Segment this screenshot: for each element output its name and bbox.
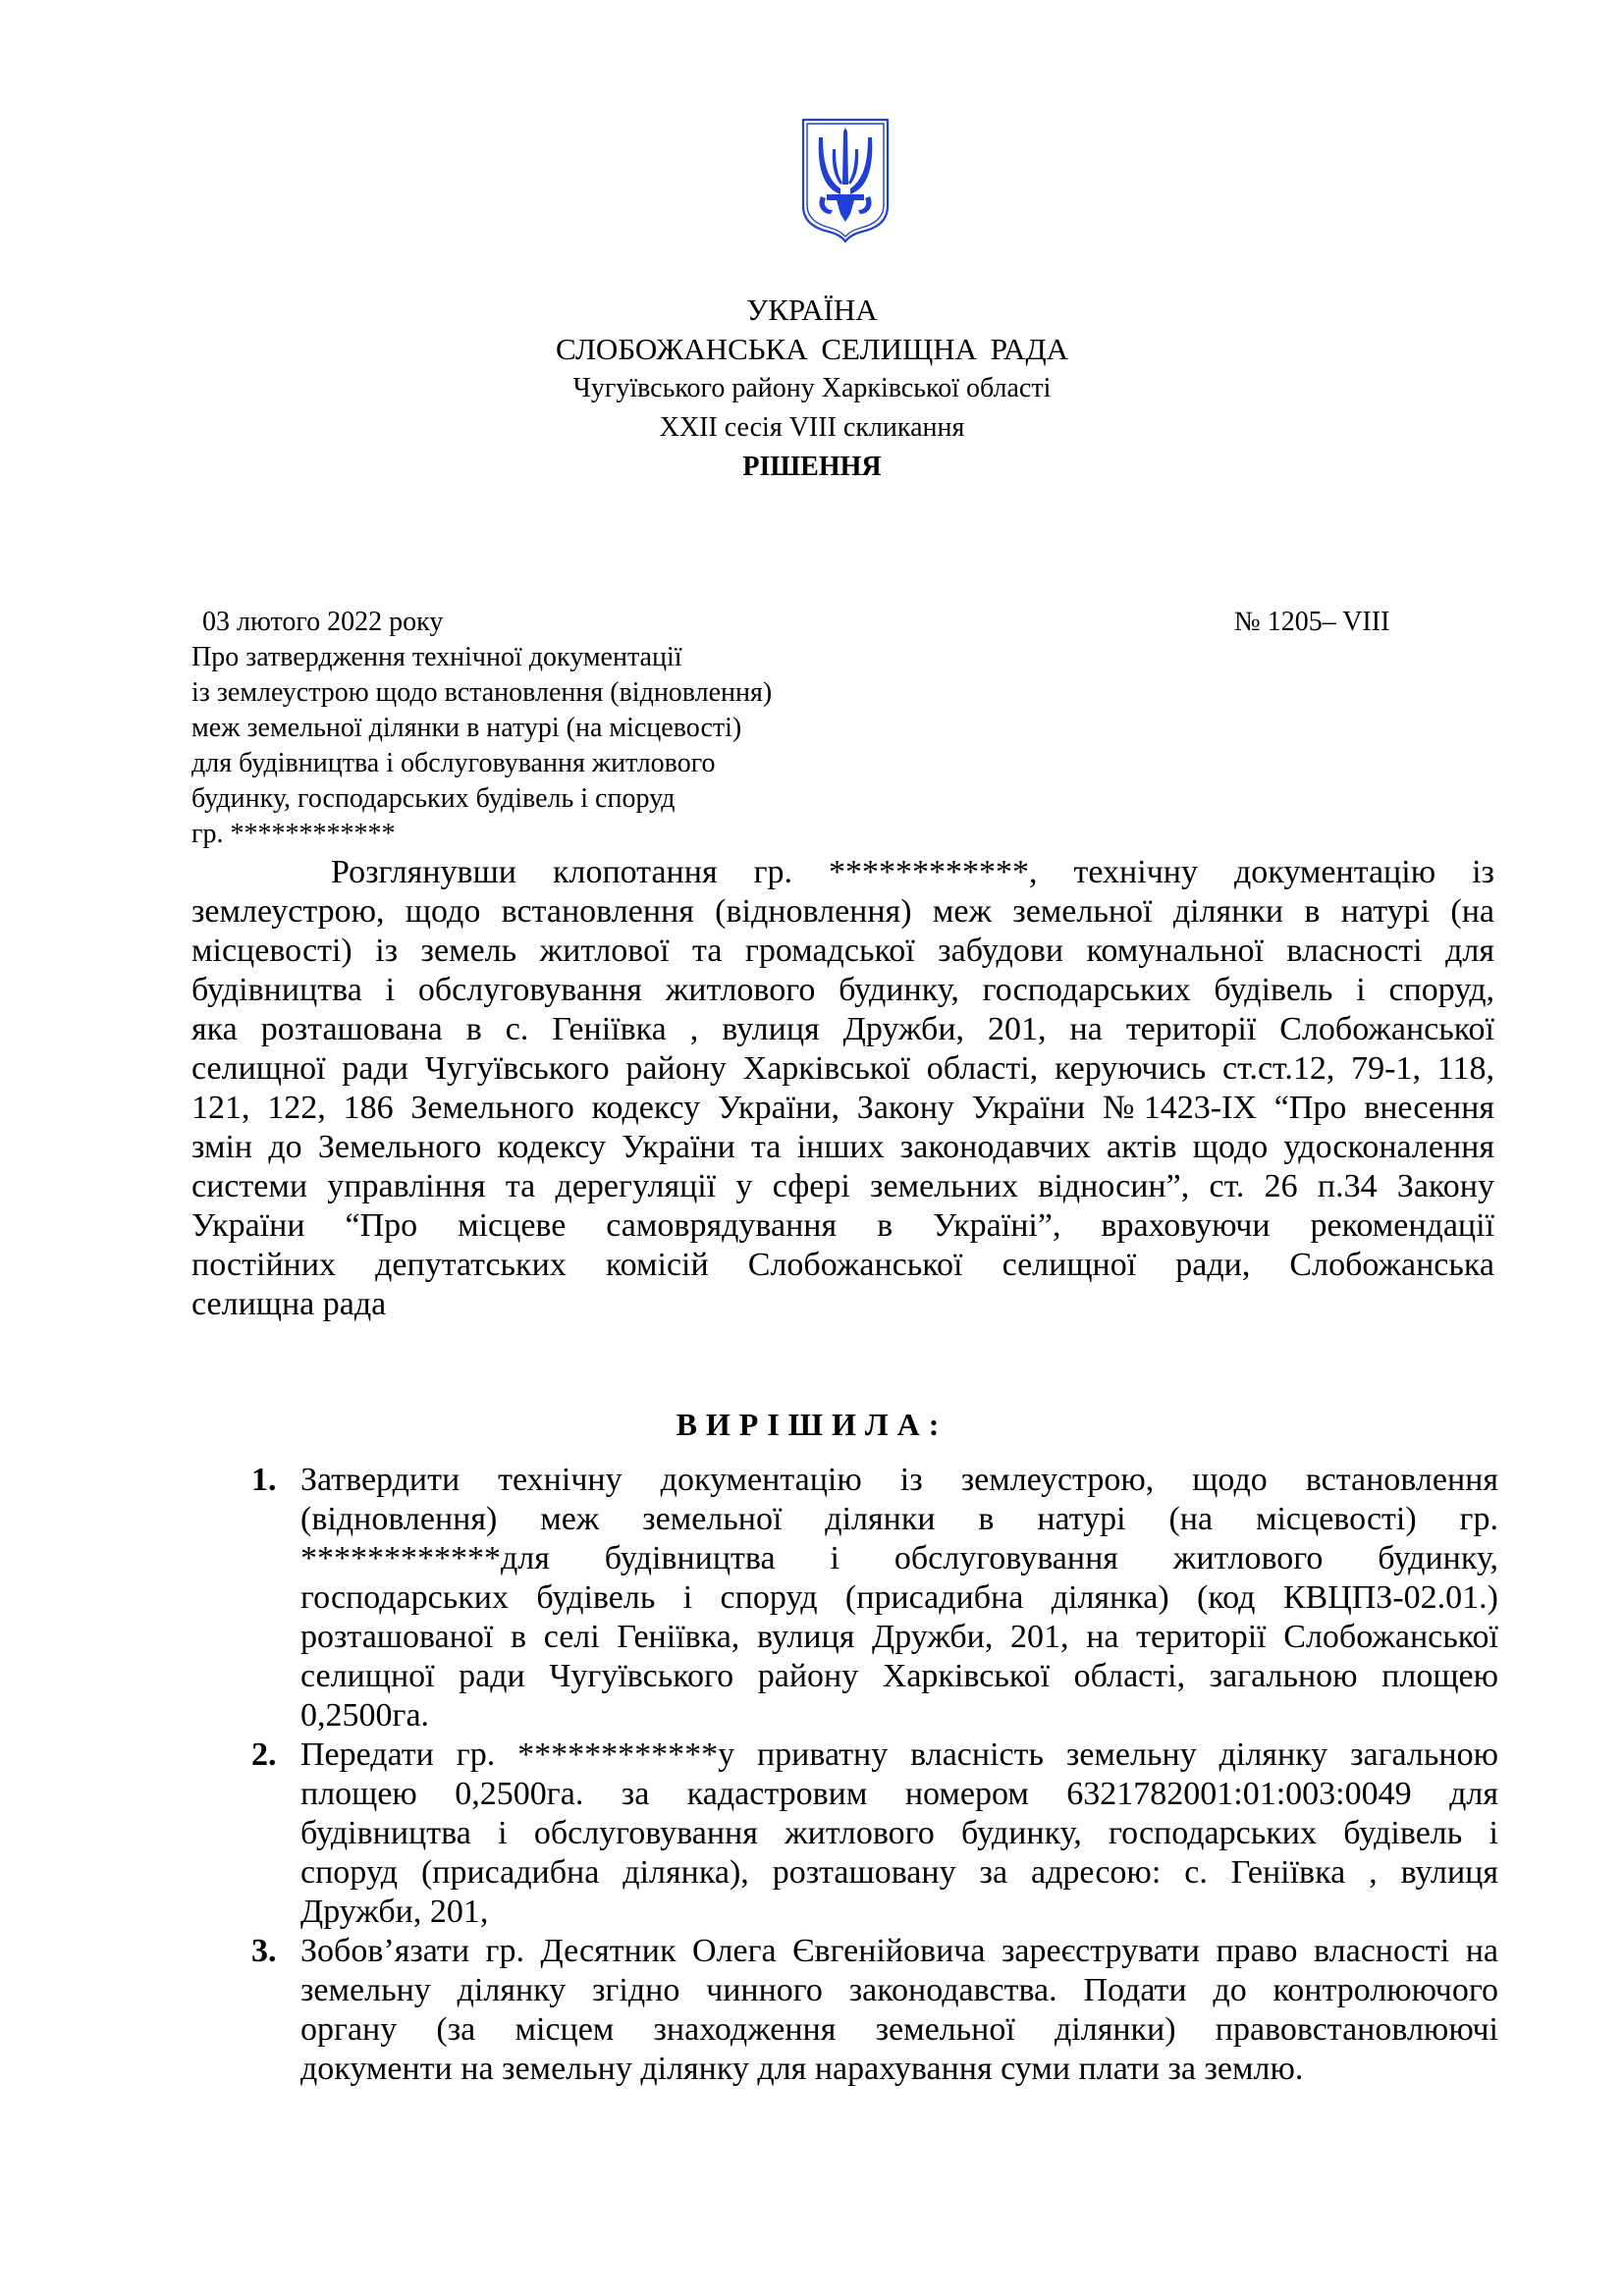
subject-line: меж земельної ділянки в натурі (на місцевості) xyxy=(191,713,742,743)
item-line: Дружби, 201, xyxy=(300,1894,489,1930)
item-line: органу (за місцем знаходження земельної ділянки) правовстановлюючі xyxy=(300,2011,1498,2048)
item-number: 1. xyxy=(251,1462,277,1498)
preamble-line: постійних депутатських комісій Слобожанської селищної ради, Слобожанська xyxy=(191,1247,1494,1283)
preamble-line: місцевості) із земель житлової та громадської забудови комунальної власності для xyxy=(191,933,1494,969)
item-number: 2. xyxy=(251,1736,277,1773)
decision-subject xyxy=(191,640,772,852)
preamble-line: селищна рада xyxy=(191,1286,387,1322)
subject-line: із землеустрою щодо встановлення (відновлення) xyxy=(191,677,773,708)
item-line: розташованої в селі Геніївка, вулиця Дружби, 201, на території Слобожанської xyxy=(300,1619,1498,1655)
item-number: 3. xyxy=(251,1933,277,1969)
preamble-line: будівництва і обслуговування житлового будинку, господарських будівель і споруд, xyxy=(191,972,1494,1008)
country-title: УКРАЇНА xyxy=(746,293,878,327)
decision-items xyxy=(251,1461,1498,2089)
decision-item-1 xyxy=(251,1461,1498,1735)
session-subtitle: XXII сесія VIII скликання xyxy=(659,412,965,443)
decision-title: РІШЕННЯ xyxy=(742,452,882,482)
preamble-line: яка розташована в с. Геніївка , вулиця Дружби, 201, на території Слобожанської xyxy=(191,1011,1494,1047)
preamble-line: Розглянувши клопотання гр. ************, технічну документацію із xyxy=(331,854,1494,890)
decision-item-3 xyxy=(251,1932,1498,2089)
subject-line: для будівництва і обслуговування житлового xyxy=(191,748,716,778)
preamble-line: змін до Земельного кодексу України та інших законодавчих актів щодо удосконалення xyxy=(191,1129,1494,1165)
preamble-line: системи управління та дерегуляції у сфері земельних відносин”, ст. 26 п.34 Закону xyxy=(191,1168,1494,1204)
item-line: площею 0,2500га. за кадастровим номером 6321782001:01:003:0049 для xyxy=(300,1776,1498,1812)
preamble-line: селищної ради Чугуївського району Харківської області, керуючись ст.ст.12, 79-1, 118, xyxy=(191,1050,1494,1087)
resolved-heading: ВИРІШИЛА: xyxy=(676,1407,948,1442)
subject-line: Про затвердження технічної документації xyxy=(191,642,682,672)
item-line: споруд (присадибна ділянка), розташовану за адресою: с. Геніївка , вулиця xyxy=(300,1854,1498,1891)
item-line: (відновлення) меж земельної ділянки в натурі (на місцевості) гр. xyxy=(300,1501,1498,1537)
coat-of-arms-trident-icon xyxy=(799,116,892,245)
item-line: документи на земельну ділянку для нарахування суми плати за землю. xyxy=(300,2051,1304,2087)
item-line: 0,2500га. xyxy=(300,1697,430,1734)
item-line: Затвердити технічну документацію із землеустрою, щодо встановлення xyxy=(300,1462,1498,1498)
preamble-paragraph xyxy=(191,853,1494,1324)
preamble-line: України “Про місцеве самоврядування в Україні”, враховуючи рекомендації xyxy=(191,1207,1494,1244)
item-line: селищної ради Чугуївського району Харківської області, загальною площею xyxy=(300,1658,1498,1694)
item-line: Передати гр. ************у приватну власність земельну ділянку загальною xyxy=(300,1736,1498,1773)
subject-line: гр. ************ xyxy=(191,819,396,849)
item-line: господарських будівель і споруд (присадибна ділянка) (код КВЦПЗ-02.01.) xyxy=(300,1579,1498,1616)
district-subtitle: Чугуївського району Харківської області xyxy=(572,373,1052,403)
item-line: земельну ділянку згідно чинного законодавства. Подати до контролюючого xyxy=(300,1972,1498,2008)
preamble-line: землеустрою, щодо встановлення (відновлення) меж земельної ділянки в натурі (на xyxy=(191,893,1494,930)
council-title: СЛОБОЖАНСЬКА СЕЛИЩНА РАДА xyxy=(556,332,1068,366)
decision-number: № 1205– VIII xyxy=(1234,607,1390,637)
decision-date: 03 лютого 2022 року xyxy=(202,607,444,637)
item-line: будівництва і обслуговування житлового будинку, господарських будівель і xyxy=(300,1815,1498,1851)
preamble-line: 121, 122, 186 Земельного кодексу України, Закону України №1423-IX “Про внесення xyxy=(191,1090,1494,1126)
document-header xyxy=(0,291,1624,487)
item-line: Зобов’язати гр. Десятник Олега Євгенійовича зареєструвати право власності на xyxy=(300,1933,1498,1969)
item-line: ************для будівництва і обслуговування житлового будинку, xyxy=(300,1540,1498,1576)
subject-line: будинку, господарських будівель і споруд xyxy=(191,783,676,814)
decision-item-2 xyxy=(251,1735,1498,1932)
